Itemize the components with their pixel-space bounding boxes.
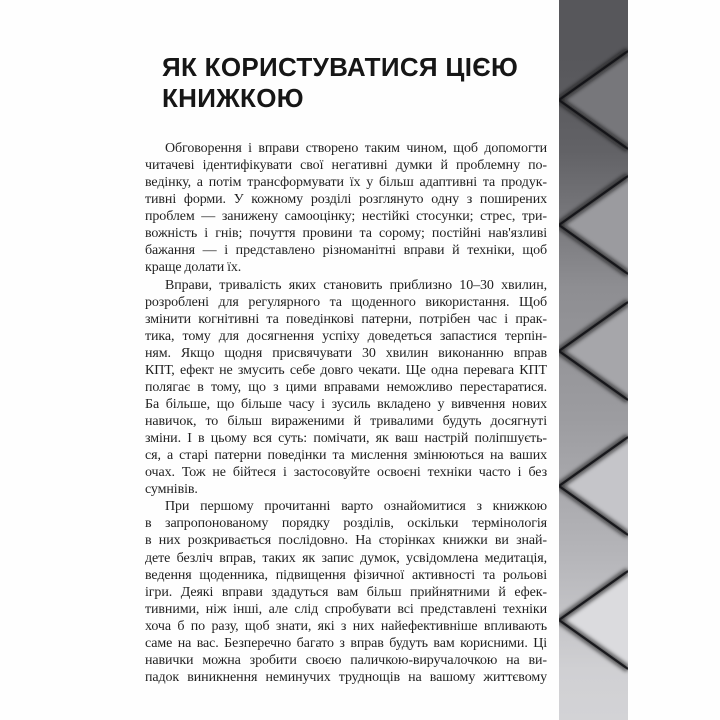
text-line: тивними, ніж інші, але слід спробувати всі представлені техніки — [145, 601, 547, 617]
text-line: розроблені для регулярного та щоденного використання. Щоб — [145, 294, 547, 310]
text-line: КПТ, ефект не змусить себе довго чекати. Ще одна перевага КПТ — [145, 362, 547, 378]
text-line: очах. Тож не бійтеся і застосовуйте освоєні техніки часто і без — [145, 465, 547, 481]
text-line: зміни. І в цьому вся суть: помічати, як ваш настрій поліпшуєть- — [145, 431, 547, 447]
text-line: в них розкривається послідовно. На сторінках книжки ви знай- — [145, 533, 547, 549]
text-line: краще долати їх. — [145, 260, 242, 276]
text-line: тивні форми. У кожному розділі розглянуто одну з поширених — [145, 192, 547, 208]
text-line: При першому прочитанні варто ознайомитися з книжкою — [165, 499, 547, 515]
chapter-title-line: ЯК КОРИСТУВАТИСЯ ЦІЄЮ — [162, 52, 519, 83]
text-line: проблем — занижену самооцінку; нестійкі стосунки; стрес, три- — [145, 209, 547, 225]
text-line: Обговорення і вправи створено таким чином, щоб допомогти — [165, 141, 547, 156]
text-line: ням. Якщо щодня присвячувати 30 хвилин виконанню вправ — [145, 345, 547, 361]
text-line: полягає в тому, що з цими вправами неможливо перестаратися. — [145, 379, 547, 395]
text-line: ведення щоденника, підвищення фізичної активності та рольові — [145, 567, 547, 583]
text-line: Ба більше, що більше часу і зусиль вкладено у вивчення нових — [145, 396, 547, 412]
chevron-pattern-decoration — [559, 0, 628, 720]
body-text — [145, 140, 547, 686]
text-line: навичок, то більш вираженими й тривалими будуть досягнуті — [145, 414, 547, 429]
text-line: ся, а старі патерни поведінки та мислення змінюються на ваших — [145, 448, 547, 464]
text-line: читачеві ідентифікувати свої негативні думки й проблемну по- — [145, 158, 547, 174]
chapter-title-line: КНИЖКОЮ — [162, 83, 304, 114]
text-line: в запропонованому порядку розділів, оскільки термінологія — [145, 516, 547, 532]
text-line: змінити когнітивні та поведінкові патерни, потрібен час і прак- — [145, 311, 547, 327]
text-line: дете безліч вправ, таких як запис думок, усвідомлена медитація, — [145, 550, 547, 566]
text-line: тика, тому для досягнення успіху доведеться запастися терпін- — [145, 328, 547, 344]
chapter-title — [162, 52, 562, 114]
text-line: хоча б по разу, щоб знати, які з них найефективніше впливають — [145, 618, 547, 634]
text-line: Вправи, тривалість яких становить приблизно 10–30 хвилин, — [165, 277, 547, 293]
text-line: навички можна зробити своєю паличкою-виручалочкою на ви- — [145, 652, 547, 668]
text-line: вожність і гнів; почуття провини та сорому; постійні нав'язливі — [145, 226, 547, 242]
text-line: сумнівів. — [145, 482, 198, 498]
text-line: саме на вас. Безперечно багато з вправ будуть вам корисними. Ці — [145, 635, 547, 651]
text-line: бажання — і представлено різноманітні вправи й техніки, щоб — [145, 243, 547, 259]
text-line: падок виникнення неминучих труднощів на вашому життєвому — [145, 669, 547, 685]
text-line: ігри. Деякі вправи здадуться вам більш прийнятними й ефек- — [145, 584, 547, 600]
text-line: ведінку, а потім трансформувати їх у більш адаптивні та продук- — [145, 175, 547, 191]
